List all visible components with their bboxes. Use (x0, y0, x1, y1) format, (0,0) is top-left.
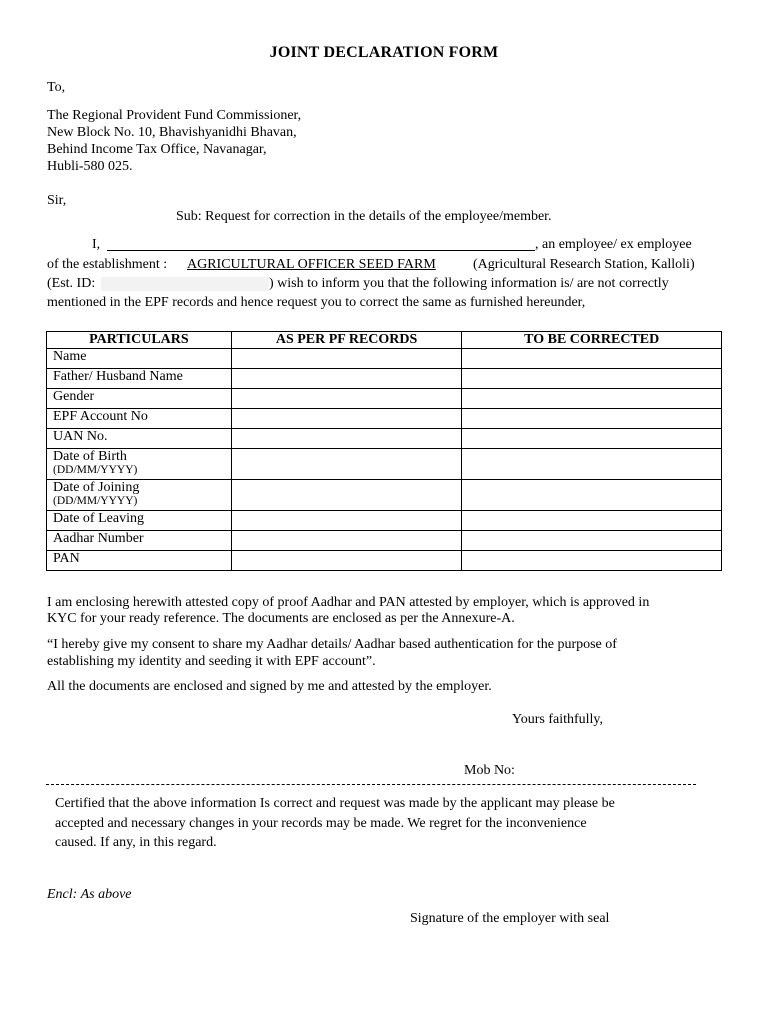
correction-cell[interactable] (462, 389, 722, 409)
establishment-suffix: (Agricultural Research Station, Kalloli) (473, 257, 695, 272)
table-row (47, 389, 722, 409)
address-line-2: New Block No. 10, Bhavishyanidhi Bhavan, (47, 125, 297, 140)
table-row (47, 480, 722, 511)
consent-line-2: establishing my identity and seeding it with EPF account”. (47, 654, 376, 669)
row-label: Date of Leaving (47, 511, 232, 531)
enclosure-note: Encl: As above (47, 887, 132, 902)
header-as-per-pf: AS PER PF RECORDS (231, 332, 462, 349)
consent-line-1: “I hereby give my consent to share my Aadhar details/ Aadhar based authentication for the purpose of (47, 637, 617, 652)
all-documents-line: All the documents are enclosed and signed by me and attested by the employer. (47, 679, 492, 694)
pf-record-cell[interactable] (231, 449, 462, 480)
correction-cell[interactable] (462, 449, 722, 480)
table-row (47, 551, 722, 571)
pf-record-cell[interactable] (231, 429, 462, 449)
table-row (47, 449, 722, 480)
mobile-number-label: Mob No: (464, 763, 515, 778)
para-i: I, (92, 237, 101, 252)
row-label: UAN No. (47, 429, 232, 449)
row-label-main: Date of Birth (53, 449, 127, 464)
row-label-format: (DD/MM/YYYY) (53, 495, 138, 507)
pf-record-cell[interactable] (231, 369, 462, 389)
row-label-main: Date of Joining (53, 480, 140, 495)
correction-cell[interactable] (462, 480, 722, 511)
correction-cell[interactable] (462, 409, 722, 429)
certification-block (55, 794, 674, 853)
header-to-be-corrected: TO BE CORRECTED (462, 332, 722, 349)
certified-line-2: accepted and necessary changes in your records may be made. We regret for the inconvenience (55, 815, 587, 831)
header-particulars: PARTICULARS (47, 332, 232, 349)
name-blank-line[interactable] (107, 237, 535, 256)
table-row (47, 511, 722, 531)
correction-cell[interactable] (462, 369, 722, 389)
records-table (46, 331, 722, 571)
table-row (47, 429, 722, 449)
pf-record-cell[interactable] (231, 551, 462, 571)
table-row (47, 349, 722, 369)
row-label: PAN (47, 551, 232, 571)
est-id-field[interactable] (101, 276, 269, 292)
row-label: Father/ Husband Name (47, 369, 232, 389)
salutation-sir: Sir, (47, 193, 67, 208)
enclosing-line-1: I am enclosing herewith attested copy of proof Aadhar and PAN attested by employer, which is approved in (47, 595, 650, 610)
form-title: JOINT DECLARATION FORM (269, 44, 499, 61)
correction-cell[interactable] (462, 511, 722, 531)
pf-record-cell[interactable] (231, 389, 462, 409)
table-header-row (47, 332, 722, 349)
salutation-to: To, (47, 80, 66, 95)
para-employee-text: , an employee/ ex employee (535, 237, 692, 252)
para-last-line: mentioned in the EPF records and hence request you to correct the same as furnished hereunder, (47, 295, 586, 310)
est-id-label: (Est. ID: (47, 276, 96, 291)
pf-record-cell[interactable] (231, 531, 462, 551)
para-inform-text: ) wish to inform you that the following information is/ are not correctly (269, 276, 669, 291)
enclosing-line-2: KYC for your ready reference. The documents are enclosed as per the Annexure-A. (47, 611, 515, 626)
certified-line-1: Certified that the above information Is correct and request was made by the applicant may please be (55, 796, 615, 811)
para-establishment-label: of the establishment : (47, 257, 168, 272)
establishment-name: AGRICULTURAL OFFICER SEED FARM (187, 257, 436, 272)
row-label (47, 480, 232, 511)
address-line-1: The Regional Provident Fund Commissioner, (47, 108, 302, 123)
row-label: Gender (47, 389, 232, 409)
pf-record-cell[interactable] (231, 409, 462, 429)
row-label: Aadhar Number (47, 531, 232, 551)
row-label: EPF Account No (47, 409, 232, 429)
address-line-3: Behind Income Tax Office, Navanagar, (47, 142, 267, 157)
correction-cell[interactable] (462, 551, 722, 571)
table-row (47, 369, 722, 389)
correction-cell[interactable] (462, 349, 722, 369)
row-label: Name (47, 349, 232, 369)
table-row (47, 409, 722, 429)
correction-cell[interactable] (462, 531, 722, 551)
row-label (47, 449, 232, 480)
correction-cell[interactable] (462, 429, 722, 449)
employer-signature-label: Signature of the employer with seal (410, 911, 610, 926)
separator-dashed-line (46, 784, 696, 785)
certified-line-3: caused. If any, in this regard. (55, 835, 217, 850)
table-row (47, 531, 722, 551)
row-label-format: (DD/MM/YYYY) (53, 464, 138, 476)
pf-record-cell[interactable] (231, 480, 462, 511)
address-line-4: Hubli-580 025. (47, 159, 133, 174)
yours-faithfully: Yours faithfully, (512, 712, 604, 727)
pf-record-cell[interactable] (231, 349, 462, 369)
pf-record-cell[interactable] (231, 511, 462, 531)
subject-line: Sub: Request for correction in the details of the employee/member. (176, 209, 552, 224)
